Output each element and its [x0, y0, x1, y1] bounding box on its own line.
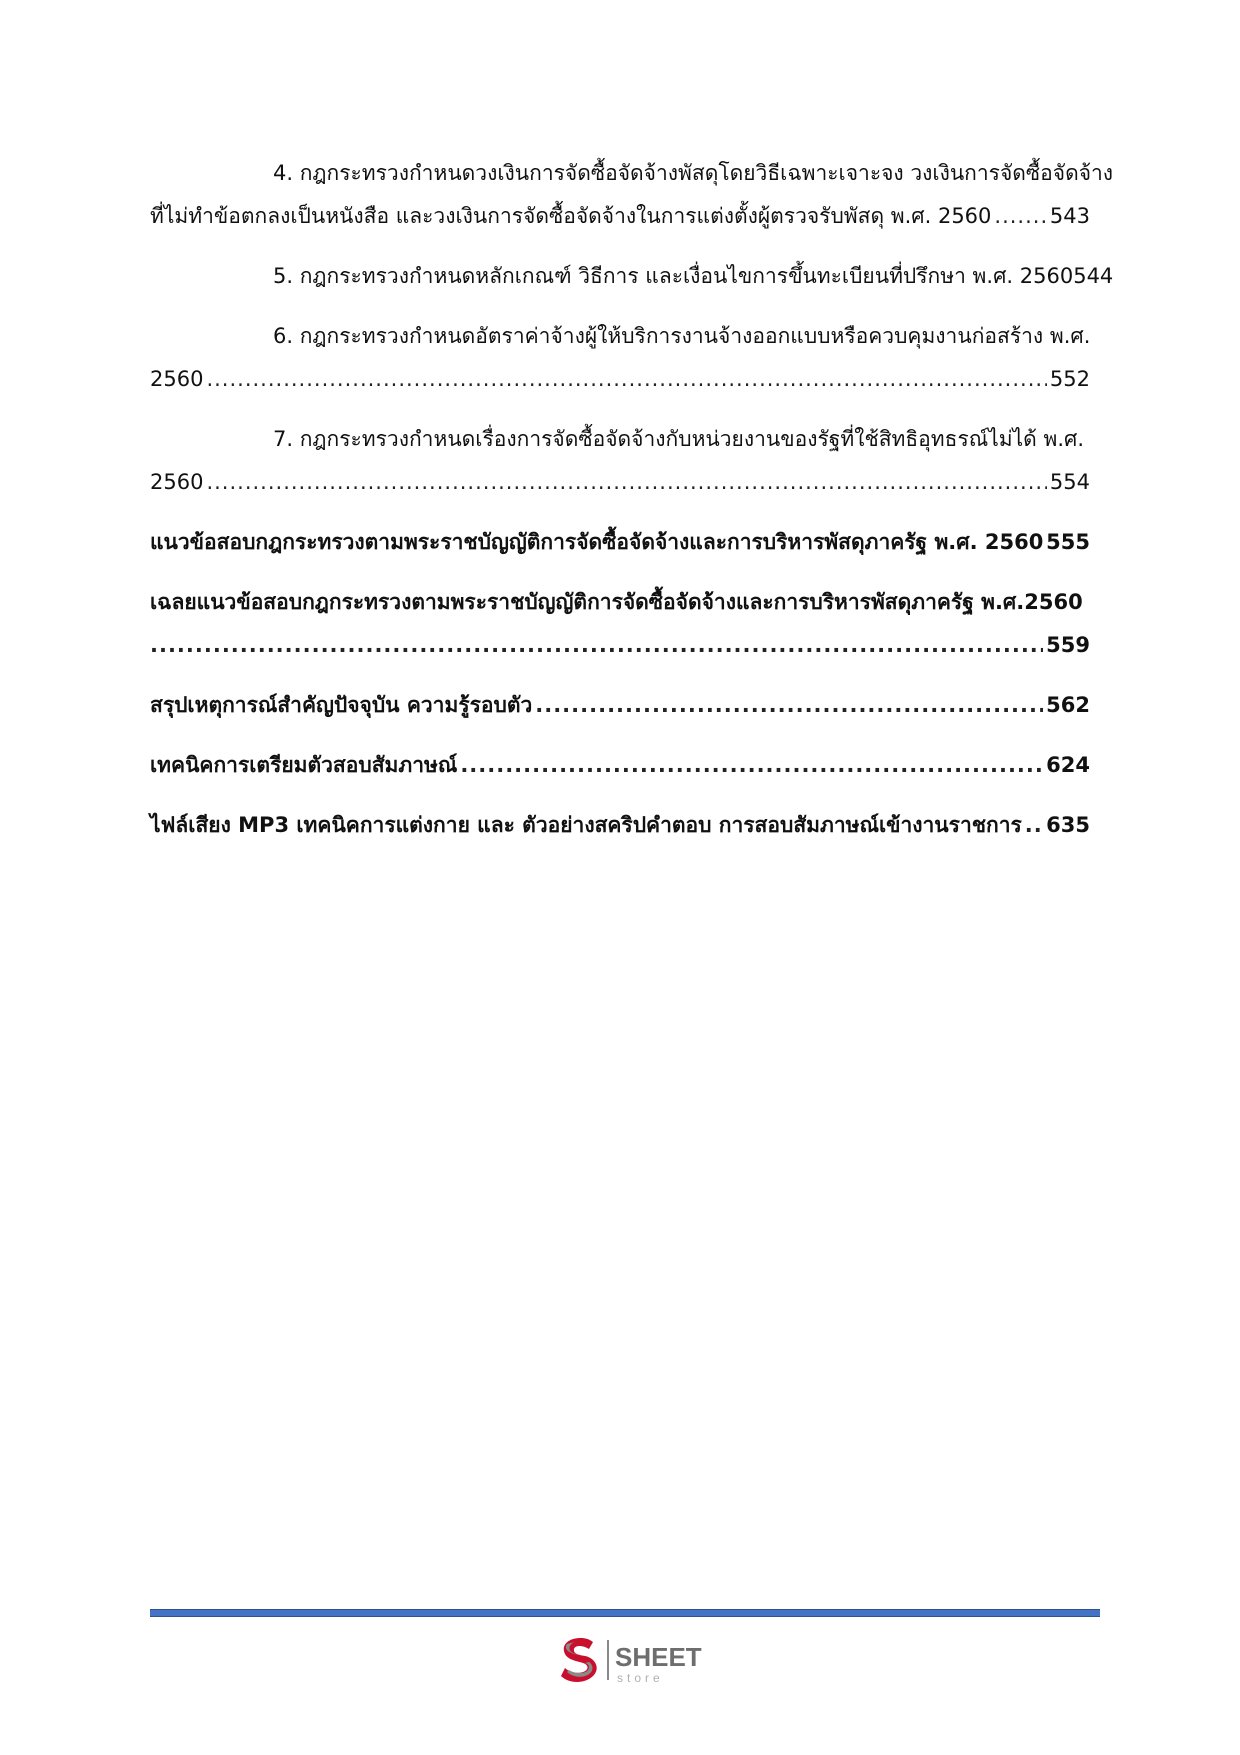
dot-leader [994, 195, 1047, 238]
logo-subtext: store [617, 1671, 664, 1685]
toc-section-entry [150, 521, 1090, 564]
toc-page-number: 559 [1046, 633, 1090, 657]
toc-page-number: 554 [1049, 470, 1090, 494]
toc-entry-line [150, 315, 1090, 358]
dot-leader [206, 461, 1046, 504]
dot-leader [206, 358, 1046, 401]
logo-s-icon [561, 1638, 597, 1682]
toc-section-entry [150, 684, 1090, 727]
toc-entry-line [150, 744, 1090, 787]
toc-entry-line [150, 461, 1090, 504]
toc-page-number: 543 [1049, 204, 1090, 228]
toc-entry-line [150, 358, 1090, 401]
toc-entry-text: ที่ไม่ทำข้อตกลงเป็นหนังสือ และวงเงินการจัดซื้อจัดจ้างในการแต่งตั้งผู้ตรวจรับพัสดุ พ.ศ. 2560 [150, 204, 992, 228]
toc-section-entry [150, 804, 1090, 847]
logo-text: SHEET [615, 1642, 702, 1672]
toc-entry-line [150, 684, 1090, 727]
toc-entry-text: เทคนิคการเตรียมตัวสอบสัมภาษณ์ [150, 753, 458, 777]
toc-page-number: 552 [1049, 367, 1090, 391]
sheet-store-logo [555, 1632, 725, 1688]
toc-page-number: 544 [1073, 264, 1114, 288]
toc-entry-line [150, 624, 1090, 667]
toc-entry-7 [150, 418, 1090, 504]
toc-entry-text: 6. กฎกระทรวงกำหนดอัตราค่าจ้างผู้ให้บริการงานจ้างออกแบบหรือควบคุมงานก่อสร้าง พ.ศ. [273, 324, 1091, 348]
table-of-contents [150, 152, 1114, 864]
toc-page-number: 635 [1046, 813, 1090, 837]
toc-page-number: 555 [1046, 530, 1090, 554]
toc-entry-line [150, 195, 1090, 238]
toc-entry-line [150, 804, 1090, 847]
toc-entry-text: เฉลยแนวข้อสอบกฎกระทรวงตามพระราชบัญญัติการจัดซื้อจัดจ้างและการบริหารพัสดุภาครัฐ พ.ศ.2560 [150, 590, 1083, 614]
toc-entry-text: สรุปเหตุการณ์สำคัญปัจจุบัน ความรู้รอบตัว [150, 693, 533, 717]
toc-entry-text: ไฟล์เสียง MP3 เทคนิคการแต่งกาย และ ตัวอย่างสคริปคำตอบ การสอบสัมภาษณ์เข้างานราชการ [150, 813, 1022, 837]
toc-entry-text: 2560 [150, 470, 204, 494]
toc-entry-line [150, 152, 1114, 195]
footer-rule [150, 1609, 1100, 1617]
toc-entry-line [150, 581, 1090, 624]
toc-section-entry [150, 744, 1090, 787]
dot-leader [150, 624, 1043, 667]
dot-leader [460, 744, 1043, 787]
toc-entry-5 [150, 255, 1114, 298]
toc-entry-text: 7. กฎกระทรวงกำหนดเรื่องการจัดซื้อจัดจ้างกับหน่วยงานของรัฐที่ใช้สิทธิอุทธรณ์ไม่ได้ พ.ศ. [273, 427, 1085, 451]
toc-entry-line [150, 418, 1090, 461]
toc-entry-text: 5. กฎกระทรวงกำหนดหลักเกณฑ์ วิธีการ และเงื่อนไขการขึ้นทะเบียนที่ปรึกษา พ.ศ. 2560 [273, 264, 1074, 288]
toc-entry-4 [150, 152, 1114, 238]
dot-leader [535, 684, 1043, 727]
toc-section-entry [150, 581, 1090, 667]
toc-entry-6 [150, 315, 1090, 401]
toc-page-number: 624 [1046, 753, 1090, 777]
toc-entry-text: 2560 [150, 367, 204, 391]
toc-entry-line [150, 521, 1090, 564]
dot-leader [1025, 804, 1043, 847]
toc-entry-line [150, 255, 1114, 298]
toc-page-number: 562 [1046, 693, 1090, 717]
toc-entry-text: แนวข้อสอบกฎกระทรวงตามพระราชบัญญัติการจัดซื้อจัดจ้างและการบริหารพัสดุภาครัฐ พ.ศ. 2560 [150, 530, 1044, 554]
toc-entry-text: 4. กฎกระทรวงกำหนดวงเงินการจัดซื้อจัดจ้างพัสดุโดยวิธีเฉพาะเจาะจง วงเงินการจัดซื้อจัดจ้าง [273, 161, 1114, 185]
logo-divider [607, 1640, 609, 1680]
